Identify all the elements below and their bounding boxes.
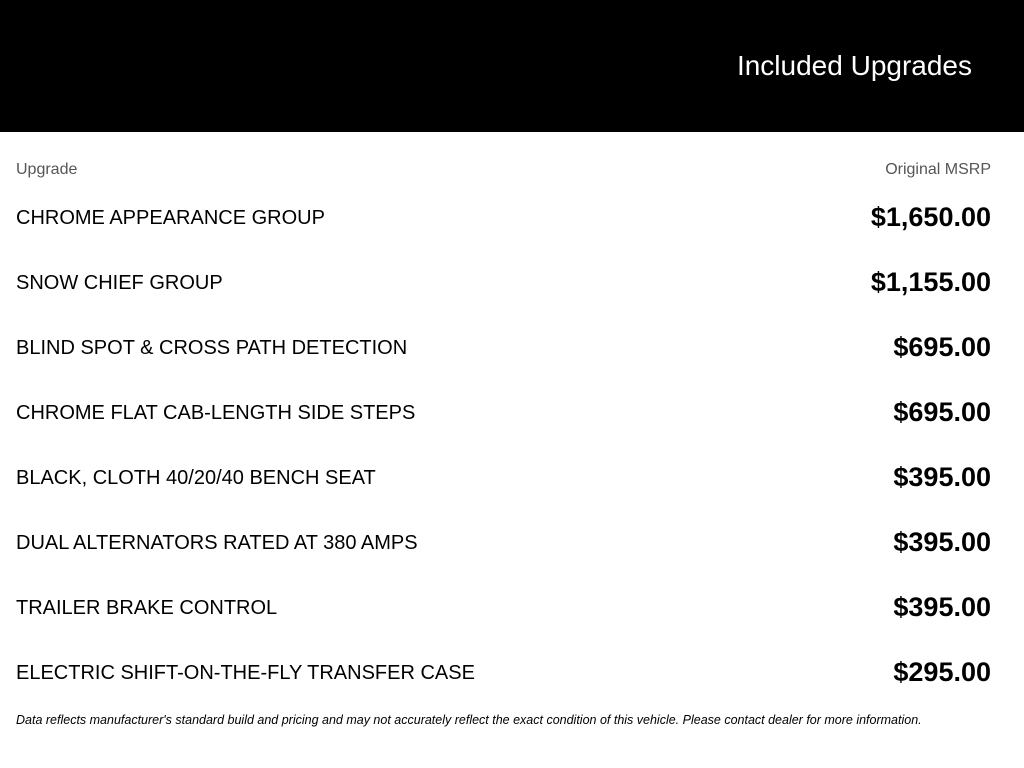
upgrade-price: $1,650.00 [870,202,991,232]
table-row [16,315,991,380]
column-header-upgrade: Upgrade [16,161,78,178]
upgrade-name: ELECTRIC SHIFT-ON-THE-FLY TRANSFER CASE [16,662,475,684]
table-header [16,160,991,180]
upgrades-table [16,185,991,705]
upgrade-price: $395.00 [893,462,991,492]
upgrade-name: CHROME FLAT CAB-LENGTH SIDE STEPS [16,402,416,424]
upgrade-price: $295.00 [893,657,991,687]
upgrade-price: $395.00 [893,592,991,622]
disclaimer-text: Data reflects manufacturer's standard build and pricing and may not accurately reflect the exact condition of this vehicle. Please contact dealer for more information. [16,713,922,727]
upgrade-name: BLACK, CLOTH 40/20/40 BENCH SEAT [16,467,376,489]
header-banner [0,0,1024,132]
table-row [16,640,991,705]
upgrade-price: $695.00 [893,332,991,362]
page-title: Included Upgrades [736,50,972,81]
table-row [16,510,991,575]
table-row [16,575,991,640]
column-header-msrp: Original MSRP [885,161,991,178]
upgrade-name: BLIND SPOT & CROSS PATH DETECTION [16,337,408,359]
upgrade-price: $1,155.00 [870,267,991,297]
upgrade-price: $695.00 [893,397,991,427]
upgrade-price: $395.00 [893,527,991,557]
upgrade-name: TRAILER BRAKE CONTROL [16,597,278,619]
table-row [16,250,991,315]
table-row [16,185,991,250]
upgrade-name: DUAL ALTERNATORS RATED AT 380 AMPS [16,532,418,554]
upgrade-name: CHROME APPEARANCE GROUP [16,207,325,229]
upgrade-name: SNOW CHIEF GROUP [16,272,223,294]
table-row [16,380,991,445]
table-row [16,445,991,510]
